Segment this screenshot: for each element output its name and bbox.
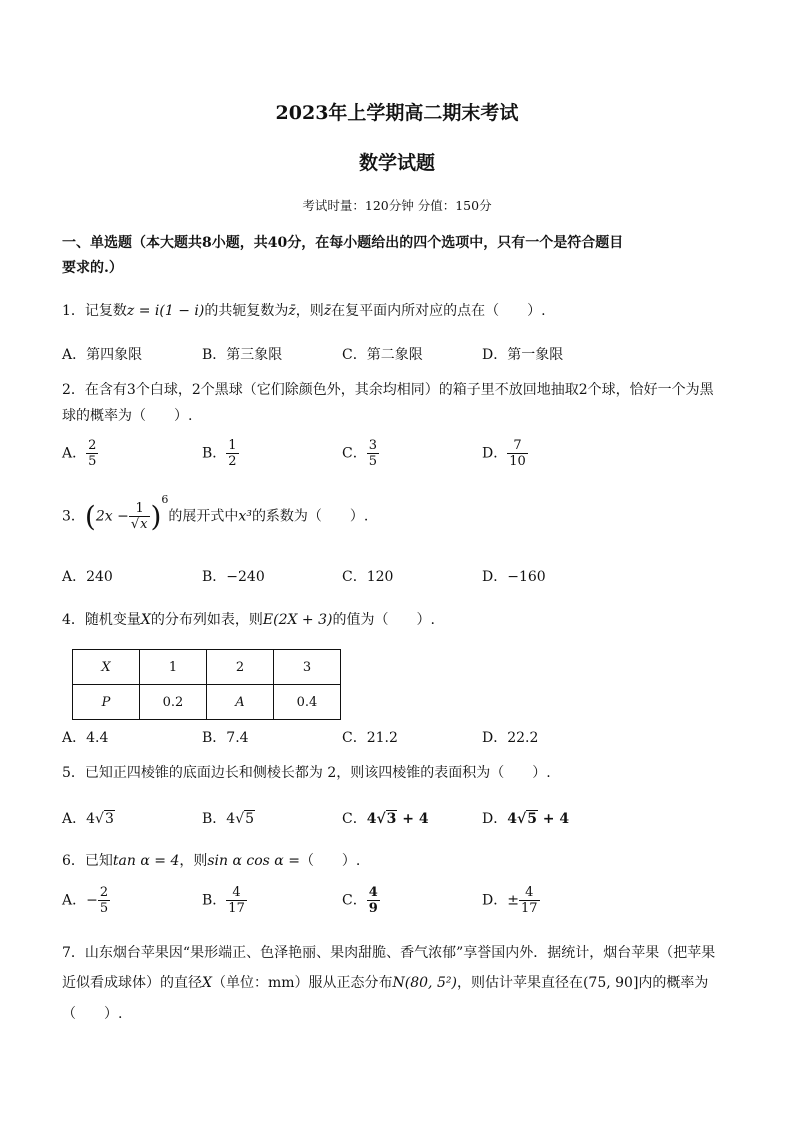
q5-a-coef: 4 (86, 811, 96, 827)
q2-a-num: 2 (88, 438, 97, 453)
q2-line2: 球的概率为（ ）. (62, 408, 193, 424)
q1-text-c: ，则 (295, 303, 324, 319)
q6-c-fraction (367, 885, 380, 916)
q6-option-b[interactable] (202, 885, 247, 916)
q1-option-d[interactable]: D．第一象限 (482, 347, 564, 363)
q5-option-d[interactable]: D．4√5 + 4 (482, 811, 570, 827)
q2-c-fraction (367, 438, 379, 469)
q5-a-label: A． (62, 811, 87, 827)
q6-d-fraction (519, 885, 540, 916)
q5-c-rad: 3 (386, 811, 397, 827)
q3-option-b[interactable]: B．−240 (202, 569, 265, 585)
q3-expr-left: 2x − (95, 508, 129, 525)
q7-line2-c: ，则估计苹果直径在 (456, 975, 583, 991)
q2-d-label: D． (482, 445, 508, 462)
q6-b-num: 4 (226, 885, 247, 901)
distribution-table (72, 649, 341, 720)
q3-frac-den: x (140, 517, 148, 532)
q6-d-den: 17 (520, 901, 538, 916)
q6-a-sign: − (86, 892, 98, 909)
question-1 (62, 300, 546, 320)
q4-text-c: 的值为（ ）. (332, 612, 435, 628)
question-4 (62, 609, 435, 629)
section-heading-line1: 一、单选题（本大题共8小题，共40分，在每小题给出的四个选项中，只有一个是符合题目 (62, 235, 624, 251)
q6-expr-b: sin α cos α = (207, 853, 300, 869)
q6-option-a[interactable] (62, 885, 110, 916)
q3-term: x³ (238, 508, 252, 525)
q3-fraction (129, 501, 151, 532)
q2-line1: 2．在含有3个白球，2个黑球（它们除颜色外，其余均相同）的箱子里不放回地抽取2个球，恰好一个为黑 (62, 382, 714, 398)
q6-c-den: 9 (368, 901, 378, 916)
question-3 (62, 492, 369, 533)
q5-c-coef: 4 (366, 811, 377, 827)
q2-b-den: 2 (228, 454, 237, 469)
q7-interval: (75, 90] (582, 975, 639, 991)
q1-expr: z = i(1 − i) (126, 303, 205, 319)
q1-option-c[interactable]: C．第二象限 (342, 347, 423, 363)
q1-number: 1． (62, 303, 85, 319)
q5-c-label: C． (342, 811, 367, 827)
q5-option-b[interactable]: B．4√5 (202, 811, 255, 827)
q6-d-num: 4 (519, 885, 540, 901)
q6-a-label: A． (62, 892, 87, 909)
q1-conj-2: z̄ (323, 303, 332, 319)
q1-option-b[interactable]: B．第三象限 (202, 347, 283, 363)
q7-var: X (202, 975, 212, 991)
q4-option-d[interactable]: D．22.2 (482, 730, 539, 746)
q6-text-b: ，则 (179, 853, 208, 869)
exam-info: 考试时量：120分钟 分值：150分 (302, 198, 492, 213)
q6-d-label: D． (482, 892, 508, 909)
q5-text: 5．已知正四棱锥的底面边长和侧棱长都为 2，则该四棱锥的表面积为（ ）. (62, 765, 551, 781)
table-cell: 2 (207, 650, 274, 685)
q5-option-a[interactable]: A．4√3 (62, 811, 114, 827)
table-cell: 1 (140, 650, 207, 685)
q3-option-c[interactable]: C．120 (342, 569, 394, 585)
q5-b-rad: 5 (245, 811, 255, 827)
q3-exponent: 6 (161, 492, 169, 506)
q2-a-den: 5 (88, 454, 97, 469)
q2-c-label: C． (342, 445, 367, 462)
table-cell (73, 650, 140, 685)
q5-d-coef: 4 (507, 811, 517, 827)
q5-c-tail: + 4 (397, 811, 429, 827)
q2-d-fraction (507, 438, 528, 469)
q3-right-paren: ) (150, 500, 162, 533)
cell-a: A (235, 694, 245, 710)
q2-d-den: 10 (509, 454, 526, 469)
q2-a-fraction (86, 438, 98, 469)
q2-c-num: 3 (368, 438, 377, 453)
table-cell (73, 685, 140, 720)
q6-c-num: 4 (368, 885, 378, 900)
q5-d-tail: + 4 (537, 811, 570, 827)
section-heading-line2: 要求的.） (62, 260, 123, 276)
q6-option-c[interactable] (342, 885, 380, 916)
q1-conj: z̄ (288, 303, 296, 319)
q2-b-label: B． (202, 445, 227, 462)
q3-frac-num: 1 (129, 501, 151, 517)
q4-text-b: 的分布列如表，则 (150, 612, 263, 628)
q3-text: 的展开式中 (168, 508, 239, 525)
q2-a-label: A． (62, 445, 87, 462)
q4-expr: E(2X + 3) (262, 612, 333, 628)
q5-a-rad: 3 (104, 811, 114, 827)
q2-b-fraction (226, 438, 238, 469)
exam-subtitle: 数学试题 (358, 152, 435, 174)
q6-text-a: 6．已知 (62, 853, 113, 869)
q6-b-fraction (226, 885, 247, 916)
q2-option-c[interactable] (342, 438, 379, 469)
cell-p-header: P (101, 694, 111, 710)
q6-c-label: C． (342, 892, 367, 909)
q6-option-d[interactable] (482, 885, 540, 916)
q7-line2-d: 内的概率为 (638, 975, 709, 991)
q2-c-den: 5 (368, 454, 377, 469)
q3-option-a[interactable]: A．240 (62, 569, 113, 585)
question-6 (62, 850, 360, 870)
q1-text-a: 记复数 (84, 303, 127, 319)
q2-option-a[interactable] (62, 438, 98, 469)
q5-d-rad: 5 (527, 811, 537, 827)
q7-line2-b: （单位：mm）服从正态分布 (211, 975, 393, 991)
q6-d-sign: ± (507, 892, 519, 909)
q6-a-den: 5 (99, 901, 109, 916)
q5-option-c[interactable]: C．4√3 + 4 (342, 811, 429, 827)
q6-b-label: B． (202, 892, 227, 909)
q2-option-b[interactable] (202, 438, 239, 469)
q7-line2-a: 近似看成球体）的直径 (62, 975, 202, 991)
q7-line3: （ ）. (62, 1006, 123, 1022)
q4-option-a[interactable]: A．4.4 (62, 730, 109, 746)
q6-b-den: 17 (228, 901, 245, 916)
q1-text-b: 的共轭复数为 (204, 303, 289, 319)
q3-text-b: 的系数为（ ）. (251, 508, 369, 525)
q3-left-paren: ( (84, 500, 96, 533)
table-row (73, 685, 341, 720)
q5-d-label: D． (482, 811, 508, 827)
q1-text-d: 在复平面内所对应的点在（ ）. (331, 303, 546, 319)
q6-text-c: （ ）. (299, 853, 361, 869)
q5-b-label: B． (202, 811, 227, 827)
table-cell: 0.4 (274, 685, 341, 720)
q2-d-num: 7 (507, 438, 528, 454)
q3-frac-den-wrap: √x (130, 517, 148, 532)
q5-b-coef: 4 (226, 811, 236, 827)
q2-b-num: 1 (228, 438, 237, 453)
q4-option-c[interactable]: C．21.2 (342, 730, 398, 746)
q1-option-a[interactable]: A．第四象限 (62, 347, 143, 363)
q3-option-d[interactable]: D．−160 (482, 569, 546, 585)
table-cell (207, 685, 274, 720)
q6-a-num: 2 (99, 885, 109, 900)
q4-var: X (140, 612, 151, 628)
table-cell: 3 (274, 650, 341, 685)
q3-number: 3． (62, 508, 85, 525)
q4-text-a: 4．随机变量 (62, 612, 141, 628)
q4-option-b[interactable]: B．7.4 (202, 730, 249, 746)
cell-x-header: X (101, 659, 111, 675)
q6-expr-a: tan α = 4 (112, 853, 180, 869)
q2-option-d[interactable] (482, 438, 528, 469)
table-row (73, 650, 341, 685)
q7-line1: 7．山东烟台苹果因“果形端正、色泽艳丽、果肉甜脆、香气浓郁”享誉国内外．据统计，烟台苹果（把苹果 (62, 945, 716, 961)
exam-title: 2023年上学期高二期末考试 (275, 102, 519, 124)
q7-dist: N(80, 5²) (392, 975, 457, 991)
table-cell: 0.2 (140, 685, 207, 720)
q7-line2 (62, 972, 708, 992)
q6-a-fraction (98, 885, 110, 916)
